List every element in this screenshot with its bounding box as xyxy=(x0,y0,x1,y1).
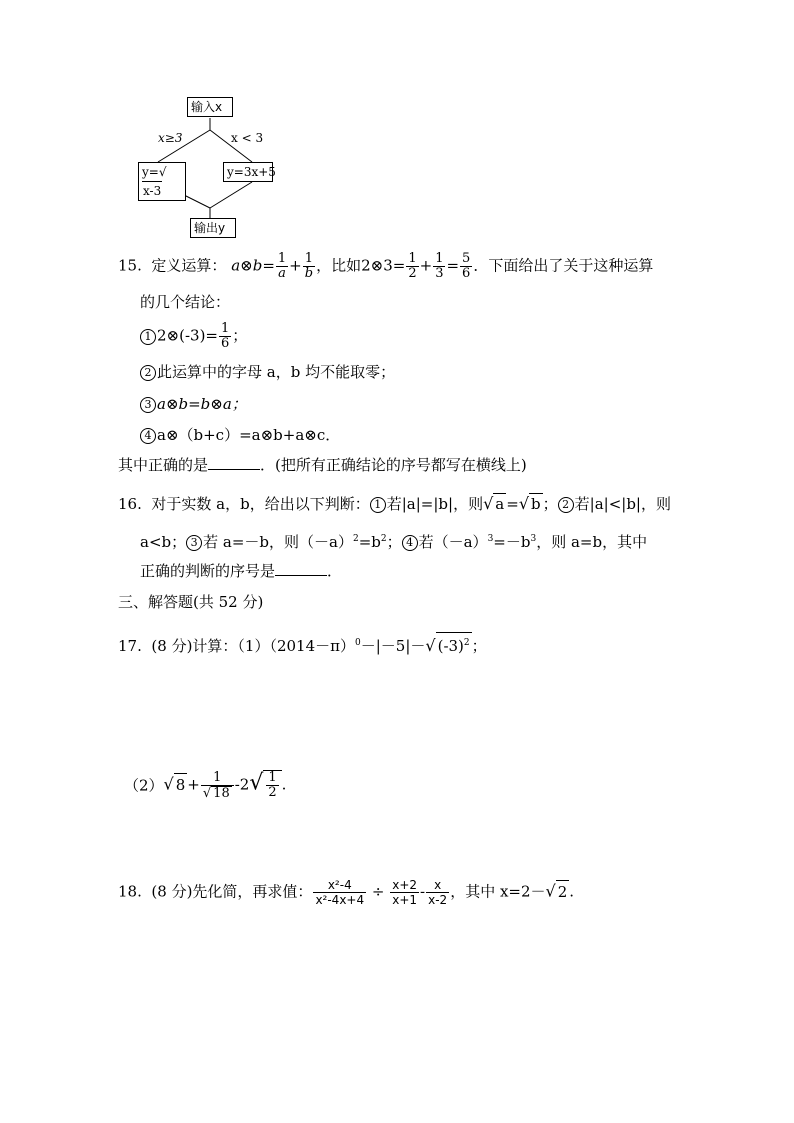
circled-1: 1 xyxy=(140,329,156,345)
radical-icon: √ xyxy=(545,881,556,901)
q15-example: ，比如 xyxy=(316,256,362,275)
left-box-radicand: x-3 xyxy=(142,181,162,200)
q15-conclusion-4 xyxy=(140,425,340,445)
q15-c1-expr: 2⊗(-3)= xyxy=(157,326,218,345)
q15-line1: 15. 定义运算： a⊗b= $\frac{1}{a}$ + $\frac{1}{b}$ ，比如2⊗3= $\frac{1}{2}$ + $\frac{1}{3}$ = $\frac{5}{6}$ ．下面给出了关于这种运算 xyxy=(118,251,654,281)
radical-icon: √ xyxy=(425,636,436,655)
radical-icon: √ xyxy=(158,165,167,179)
q17-number: 17. xyxy=(118,637,142,655)
q15-conclusion-2 xyxy=(140,362,395,382)
flowchart-left-box xyxy=(138,162,186,201)
circled-1: 1 xyxy=(370,497,386,513)
q15-ex-lhs: 2⊗3= xyxy=(361,256,406,275)
q15-def-lhs: a⊗b= xyxy=(231,256,275,275)
circled-2: 2 xyxy=(140,365,156,381)
flowchart-right-box: y=3x+5 xyxy=(223,162,273,182)
radical-icon: √ xyxy=(163,774,174,794)
q18-number: 18. xyxy=(118,882,142,901)
circled-3: 3 xyxy=(186,535,202,551)
q15-tail: ．下面给出了关于这种运算 xyxy=(473,256,654,275)
q15-answer-line: 其中正确的是 ．(把所有正确结论的序号都写在横线上) xyxy=(118,456,527,474)
section-3-heading: 三、解答题(共 52 分) xyxy=(118,593,264,611)
q15-conclusion-3 xyxy=(140,394,247,414)
circled-4: 4 xyxy=(140,428,156,444)
circled-4: 4 xyxy=(402,535,418,551)
q15-c3-text: a⊗b=b⊗a； xyxy=(157,395,247,413)
circled-2: 2 xyxy=(558,497,574,513)
radical-icon: √ xyxy=(249,770,264,796)
q15-intro: 定义运算： xyxy=(151,256,227,275)
q18: 18. (8 分)先化简，再求值： $\frac{\text{x²-4}}{\text{x²-4x+4}}$ ÷ $\frac{x+2}{x+1}$ - $\frac{x}{x-2}$ ，其中 x=2－√ 2 . xyxy=(118,878,575,907)
q15-conclusion-1: 1 2⊗(-3)= $\frac{1}{6}$ ； xyxy=(140,322,247,351)
flowchart-cond-left: x≥3 xyxy=(158,131,183,145)
q17-part2: （2）√ 8 + $\frac{1}{√ 18}$ -2√ $\frac{1}{2}$ . xyxy=(124,769,287,801)
q17-part1: 17. (8 分)计算：$(1)(2014-\pi)^0-|-5|-√$ $(-3)^2$ ； xyxy=(118,632,487,656)
q15-line2: 的几个结论： xyxy=(140,293,231,311)
radical-icon: √ xyxy=(483,494,494,513)
q16-line2: a<b； 3 若 a=－b，则$(-a)^2=b^2$； 4 若$(-a)^3=-b^3$，则 a=b，其中 xyxy=(140,533,648,551)
q15-c2-text: 此运算中的字母 a，b 均不能取零； xyxy=(157,363,396,381)
circled-3: 3 xyxy=(140,397,156,413)
q16-number: 16. xyxy=(118,495,142,513)
flowchart-cond-right: x < 3 xyxy=(231,131,264,145)
q15-number: 15. xyxy=(118,256,142,275)
flowchart-output-box: 输出y xyxy=(190,218,236,238)
q16-answer-blank[interactable] xyxy=(275,561,327,576)
q15-answer-blank[interactable] xyxy=(208,455,260,470)
q16-line3: 正确的判断的序号是 ． xyxy=(140,562,343,580)
left-box-prefix: y= xyxy=(142,165,159,179)
flowchart-input-box: 输入x xyxy=(187,97,233,117)
q15-c4-text: a⊗（b+c）=a⊗b+a⊗c． xyxy=(157,426,341,444)
q16-line1: 16. 对于实数 a，b，给出以下判断： 1 若|a|=|b|，则√ a =√ b ； 2 若|a|<|b|，则 xyxy=(118,494,671,513)
radical-icon: √ xyxy=(518,494,530,513)
